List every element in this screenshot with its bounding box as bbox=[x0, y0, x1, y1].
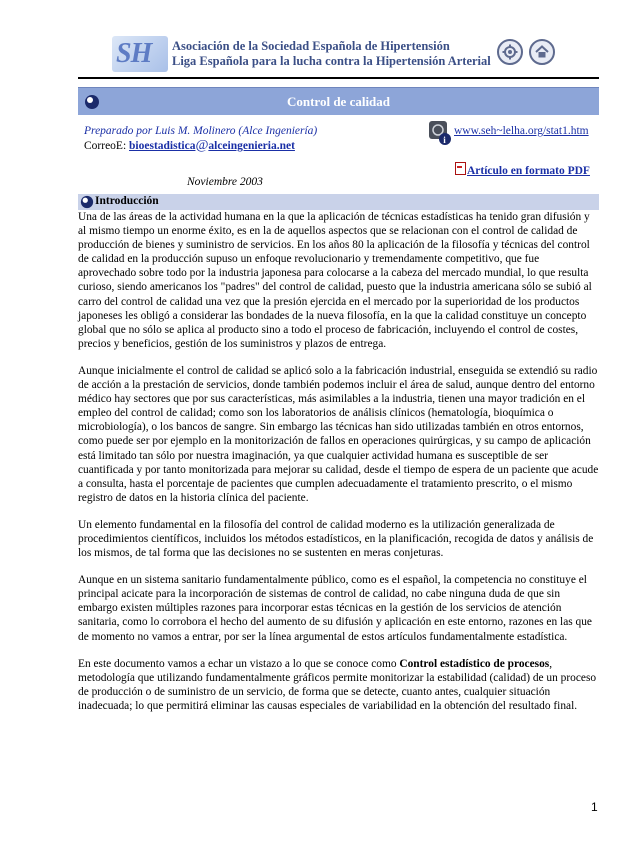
page-title: Control de calidad bbox=[286, 94, 391, 109]
article-body bbox=[78, 210, 599, 726]
site-header bbox=[112, 34, 562, 76]
info-web-icon bbox=[428, 120, 452, 146]
page-number: 1 bbox=[591, 800, 598, 814]
paragraph-text: , metodología que utilizando fundamentalmente gráficos permite monitorizar la estabilidad (calidad) de un proceso de producción o de suministro de un servicio, de forma que se detecte, cuanto antes, cualquier situación inadecuada; lo que permitirá eliminar las causas especiales de variabilidad en la obtención del resultado final. bbox=[78, 657, 597, 712]
seh-logo[interactable] bbox=[112, 36, 168, 72]
website-link[interactable]: www.seh~lelha.org/stat1.htm bbox=[454, 125, 589, 137]
paragraph-text: En este documento vamos a echar un vistazo a lo que se conoce como bbox=[78, 657, 400, 670]
title-bar bbox=[78, 87, 599, 115]
section-bullet-icon bbox=[80, 195, 94, 209]
at-icon: @ bbox=[195, 138, 209, 153]
section-header-introduccion bbox=[78, 194, 599, 210]
section-title: Introducción bbox=[95, 195, 159, 207]
header-divider bbox=[78, 77, 599, 79]
org-name-line1: Asociación de la Sociedad Española de Hipertensión bbox=[172, 39, 450, 53]
web-link-row bbox=[428, 120, 589, 149]
paragraph: Aunque en un sistema sanitario fundamentalmente público, como es el español, la competencia no constituye el principal acicate para la incorporación de sistemas de control de calidad, no cabe ninguna duda de que sin embargo existen múltiples razones para incorporar estas técnicas en la gestión de los servicios de atención sanitaria, como lo corrobora el hecho del aumento de su difusión y aplicación en este entorno, razones en las que de momento no vamos a entrar, por ser la línea argumental de estos artículos fundamentalmente estadística. bbox=[78, 574, 592, 643]
pdf-article-link[interactable]: Artículo en formato PDF bbox=[467, 165, 590, 177]
home-icon[interactable] bbox=[529, 39, 555, 65]
paragraph: Aunque inicialmente el control de calidad se aplicó solo a la fabricación industrial, enseguida se extendió su radio de acción a la prestación de servicios, donde también podemos incluir el área de salud, aunque dentro del entorno médico hay sectores que por sus características, más asimilables a la industria, tienen una mayor tradición en el empleo del control de calidad; como son los laboratorios de análisis clínicos (hematología, bioquímica o microbiología), o los bancos de sangre. Sin embargo las técnicas han sido utilizadas también en otros entornos, como puede ser por ejemplo en la monitorización de fallos en operaciones quirúrgicas, y su campo de aplicación está limitado tan sólo por nuestra imaginación, ya que cualquier actividad humana es susceptible de ser cuantificada y por tanto monitorizada para mejorar su calidad, desde el tiempo de espera de un paciente que acude a consulta, hasta el porcentaje de pacientes que cumplen adecuadamente el tratamiento prescrito, o el mismo registro de datos en la historia clínica del paciente. bbox=[78, 364, 599, 504]
settings-gear-icon[interactable] bbox=[497, 39, 523, 65]
logo-text: SH bbox=[116, 38, 152, 69]
paragraph: Una de las áreas de la actividad humana en la que la aplicación de técnicas estadísticas ha tenido gran difusión y al mismo tiempo un enorme éxito, es en la de aquellos aspectos que se relacionan con el control de calidad de producción de bienes y suministro de servicios. En los años 80 la aplicación de la filosofía y técnicas del control de calidad en la producción supuso un enfoque revolucionario y tremendamente competitivo, que fue aprovechado sobre todo por la industria japonesa para colocarse a la cabeza del mercado mundial, lo que resulta curioso, siendo americanos los "padres" del control de calidad, puesto que la industria americana sólo se subió al carro del control de calidad una vez que la presión ejercida en el mercado por la superioridad de los productos japoneses les obligó a considerar las bondades de la nueva filosofía, en la que la calidad constituye un concepto global que no sólo se aplica al producto sino a todo el proceso de fabricación, incluyendo el control de costes, precios y beneficios, gestión de los suministros y plazos de entrega. bbox=[78, 211, 592, 350]
email-user-link[interactable]: bioestadistica bbox=[129, 140, 196, 152]
pdf-link-row bbox=[455, 162, 590, 177]
paragraph: Un elemento fundamental en la filosofía del control de calidad moderno es la utilización generalizada de procedimientos científicos, incluidos los métodos estadísticos, en la planificación, recogida de datos y análisis de los mismos, de tal forma que las decisiones no se sustenten en meras conjeturas. bbox=[78, 518, 594, 560]
email-row bbox=[84, 138, 295, 154]
email-domain-link[interactable]: alceingenieria.net bbox=[208, 140, 295, 152]
pdf-icon bbox=[455, 162, 466, 175]
paragraph-last bbox=[78, 657, 599, 713]
email-label: CorreoE: bbox=[84, 140, 127, 152]
svg-text:i: i bbox=[443, 135, 446, 145]
bold-term: Control estadístico de procesos bbox=[399, 657, 550, 670]
author-line: Preparado por Luis M. Molinero (Alce Ingeniería) bbox=[84, 125, 318, 137]
publication-date: Noviembre 2003 bbox=[187, 176, 263, 188]
org-name-line2: Liga Española para la lucha contra la Hipertensión Arterial bbox=[172, 54, 491, 68]
